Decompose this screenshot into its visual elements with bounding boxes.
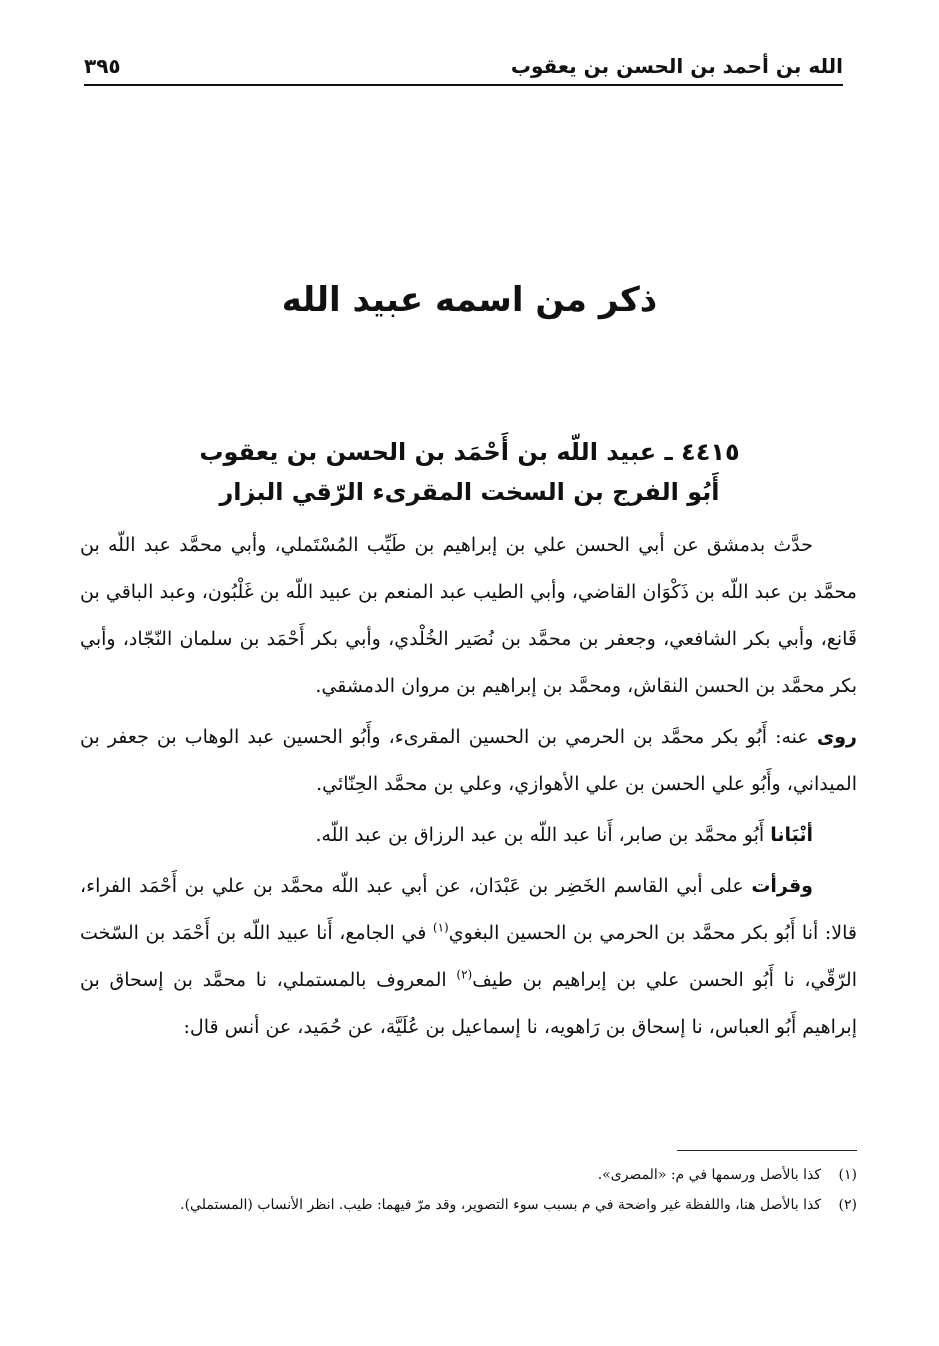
paragraph-text: أَبُو محمَّد بن صابر، أَنا عبد اللّه بن عبد الرزاق بن عبد اللّه. bbox=[315, 824, 771, 846]
paragraph-narrators bbox=[80, 714, 857, 808]
entry-heading-line-2: أَبُو الفرج بن السخت المقرىء الرّقي البزار bbox=[219, 478, 720, 506]
footnote-ref-1[interactable]: (١) bbox=[432, 920, 449, 935]
section-title: ذكر من اسمه عبيد الله bbox=[281, 280, 658, 320]
running-header bbox=[84, 42, 843, 86]
footnote-divider bbox=[677, 1150, 857, 1151]
footnote-mark: (١) bbox=[838, 1167, 857, 1183]
paragraph-isnad bbox=[80, 863, 857, 1051]
paragraph-anbana bbox=[80, 812, 857, 859]
entry-heading-line-1: ٤٤١٥ ـ عبيد اللّه بن أَحْمَد بن الحسن بن يعقوب bbox=[199, 438, 740, 466]
paragraph-text: عنه: أَبُو بكر محمَّد بن الحرمي بن الحسين المقرىء، وأَبُو الحسين عبد الوهاب بن جعفر بن الميداني، وأَبُو علي الحسن بن علي الأهوازي، وعلي بن محمَّد الحِنّائي. bbox=[80, 726, 857, 795]
footnote-mark: (٢) bbox=[838, 1197, 857, 1213]
footnotes bbox=[82, 1160, 857, 1220]
paragraph-biography: حدَّث بدمشق عن أبي الحسن علي بن إبراهيم بن طَيِّب المُسْتَملي، وأبي محمَّد عبد اللّه بن محمَّد بن عبد اللّه بن ذَكْوَان القاضي، وأبي الطيب عبد المنعم بن عبيد اللّه بن غَلْبُون، وعبد الباقي بن قَانع، وأبي بكر الشافعي، وجعفر بن محمَّد بن نُصَير الخُلْدي، وأبي بكر أَحْمَد بن سلمان النّجّاد، وأبي بكر محمَّد بن الحسن النقاش، ومحمَّد بن إبراهيم بن مروان الدمشقي. bbox=[80, 534, 857, 697]
paragraph-lead-word: أنْبَانا bbox=[770, 824, 813, 846]
footnote-text: كذا بالأصل هنا، واللفظة غير واضحة في م بسبب سوء التصوير، وقد مرّ فيهما: طيب. انظر الأنساب (المستملي). bbox=[180, 1197, 821, 1213]
footnote-ref-2[interactable]: (٢) bbox=[456, 967, 473, 982]
page-number: ٣٩٥ bbox=[84, 54, 121, 78]
paragraph-text: على أبي القاسم الخَضِر بن عَبْدَان، عن أبي عبد اللّه محمَّد بن علي بن أَحْمَد الفراء، قالا: أنا أَبُو بكر محمَّد بن الحرمي بن الحسين البغوي bbox=[80, 875, 857, 944]
paragraph-text: في الجامع، أَنا عبيد اللّه بن أَحْمَد بن السّخت الرّقّي، نا أَبُو الحسن علي بن إبراهيم بن طيف bbox=[80, 922, 857, 991]
footnote-2 bbox=[82, 1190, 857, 1220]
body-text bbox=[80, 522, 857, 1055]
entry-heading bbox=[90, 432, 849, 512]
paragraph-lead-word: وقرأت bbox=[751, 875, 813, 897]
footnote-1 bbox=[82, 1160, 857, 1190]
paragraph-text: المعروف بالمستملي، نا محمَّد بن إسحاق بن إبراهيم أَبُو العباس، نا إسحاق بن رَاهويه، نا إسماعيل بن عُلَيَّة، عن حُمَيد، عن أنس قال: bbox=[80, 969, 857, 1038]
footnote-text: كذا بالأصل ورسمها في م: «المصرى». bbox=[597, 1167, 821, 1183]
running-title: الله بن أحمد بن الحسن بن يعقوب bbox=[510, 54, 843, 78]
paragraph-lead-word: روى bbox=[816, 726, 857, 748]
